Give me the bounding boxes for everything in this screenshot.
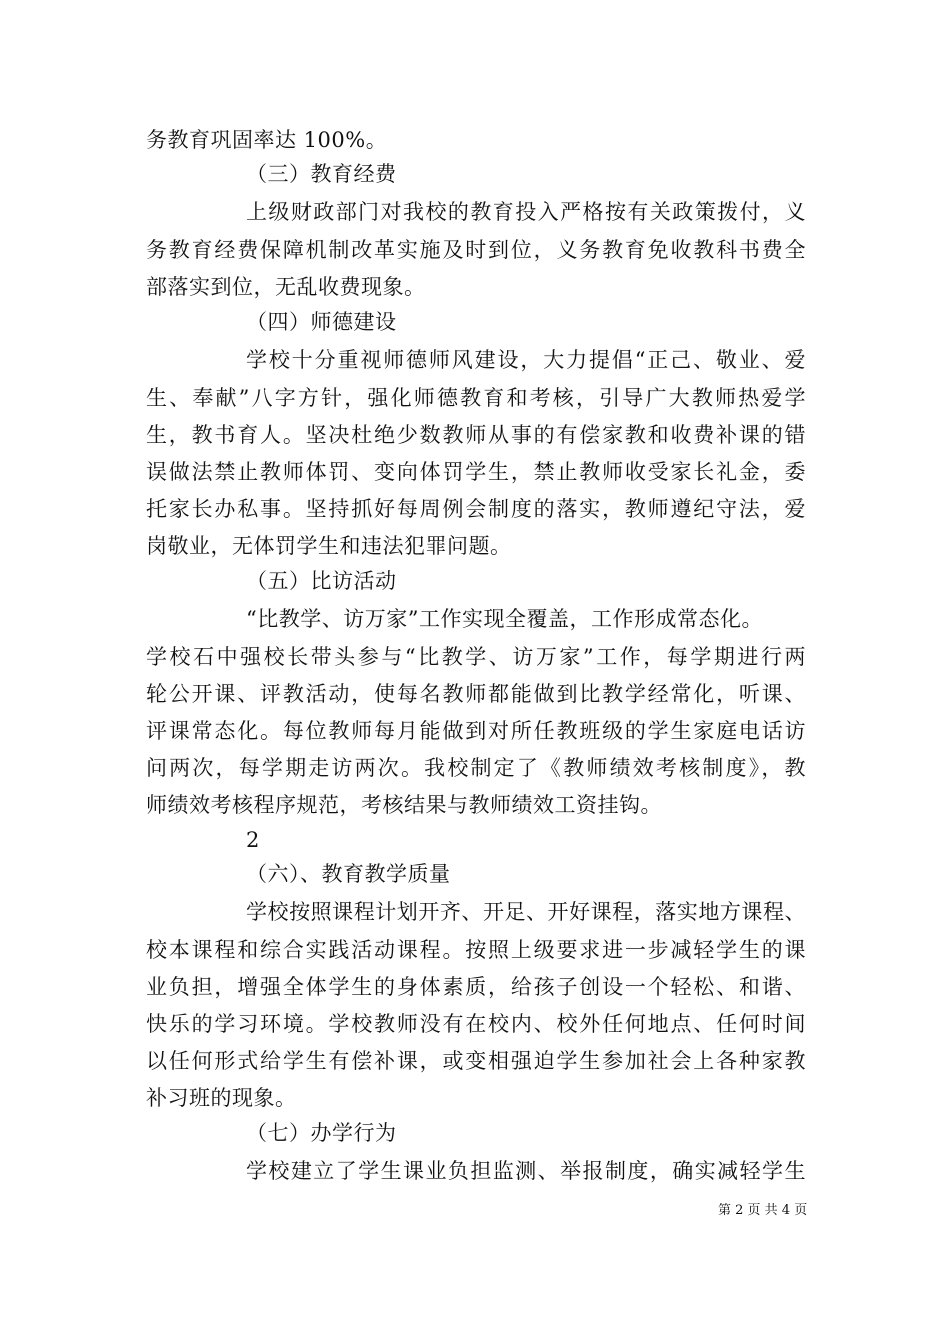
section-heading-4: （四）师德建设 xyxy=(246,310,397,334)
page-footer: 第 2 页 共 4 页 xyxy=(718,1203,808,1218)
text-line: “比教学、访万家”工作实现全覆盖，工作形成常态化。 xyxy=(246,607,763,631)
text-line: 学校按照课程计划开齐、开足、开好课程，落实地方课程、 xyxy=(246,900,806,924)
text-line: 学校建立了学生课业负担监测、举报制度，确实减轻学生 xyxy=(246,1159,806,1183)
text-line: 部落实到位，无乱收费现象。 xyxy=(146,275,426,299)
text-line: 岗敬业，无体罚学生和违法犯罪问题。 xyxy=(146,534,512,558)
text-line: 误做法禁止教师体罚、变向体罚学生，禁止教师收受家长礼金，委 xyxy=(146,460,806,484)
text-line: 轮公开课、评教活动，使每名教师都能做到比教学经常化，听课、 xyxy=(146,682,806,706)
text-line: 务教育巩固率达 100%。 xyxy=(146,128,388,152)
text-line: 生、奉献”八字方针，强化师德教育和考核，引导广大教师热爱学 xyxy=(146,386,806,410)
text-line: 托家长办私事。坚持抓好每周例会制度的落实，教师遵纪守法，爱 xyxy=(146,497,806,521)
page-number-marker: 2 xyxy=(246,828,260,852)
section-heading-5: （五）比访活动 xyxy=(246,569,397,593)
section-heading-7: （七）办学行为 xyxy=(246,1121,397,1145)
section-heading-3: （三）教育经费 xyxy=(246,162,397,186)
text-line: 师绩效考核程序规范，考核结果与教师绩效工资挂钩。 xyxy=(146,793,662,817)
text-line: 学校十分重视师德师风建设，大力提倡“正己、敬业、爱 xyxy=(246,348,806,372)
text-line: 快乐的学习环境。学校教师没有在校内、校外任何地点、任何时间 xyxy=(146,1012,806,1036)
text-line: 以任何形式给学生有偿补课，或变相强迫学生参加社会上各种家教 xyxy=(146,1049,806,1073)
text-line: 校本课程和综合实践活动课程。按照上级要求进一步减轻学生的课 xyxy=(146,938,806,962)
section-heading-6: （六）、教育教学质量 xyxy=(246,862,451,886)
text-line: 生，教书育人。坚决杜绝少数教师从事的有偿家教和收费补课的错 xyxy=(146,423,806,447)
text-line: 评课常态化。每位教师每月能做到对所任教班级的学生家庭电话访 xyxy=(146,719,806,743)
text-line: 补习班的现象。 xyxy=(146,1086,297,1110)
text-line: 学校石中强校长带头参与“比教学、访万家”工作，每学期进行两 xyxy=(146,645,806,669)
text-line: 务教育经费保障机制改革实施及时到位，义务教育免收教科书费全 xyxy=(146,238,806,262)
text-line: 上级财政部门对我校的教育投入严格按有关政策拨付，义 xyxy=(246,200,806,224)
text-line: 业负担，增强全体学生的身体素质，给孩子创设一个轻松、和谐、 xyxy=(146,975,806,999)
text-line: 问两次，每学期走访两次。我校制定了《教师绩效考核制度》，教 xyxy=(146,756,806,780)
